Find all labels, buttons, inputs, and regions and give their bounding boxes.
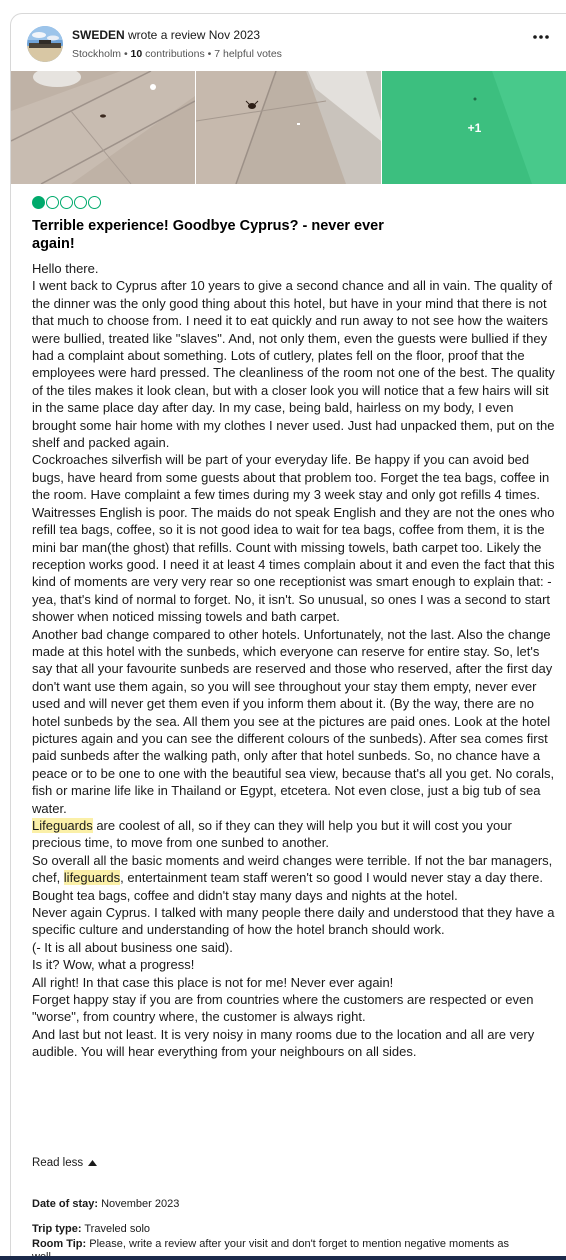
helpful-votes: 7 helpful votes <box>214 48 282 60</box>
photo-gallery <box>11 71 566 184</box>
review-title[interactable]: Terrible experience! Goodbye Cyprus? - never ever again! <box>32 218 384 252</box>
review-paragraph: (- It is all about business one said). <box>32 939 233 955</box>
review-paragraph: All right! In that case this place is not for me! Never ever again! <box>32 974 394 990</box>
rating-bubble-empty <box>46 196 59 209</box>
search-highlight: Lifeguards <box>32 818 93 833</box>
rating-bubble-empty <box>60 196 73 209</box>
rating-bubble-filled <box>32 196 45 209</box>
more-options-button[interactable] <box>528 24 554 50</box>
review-paragraph: Lifeguards are coolest of all, so if they can they will help you but it will cost you your precious time, to move from one sunbed to another. <box>32 818 512 851</box>
avatar[interactable] <box>27 26 63 62</box>
trip-type: Trip type: Traveled solo <box>32 1223 150 1235</box>
read-less-button[interactable] <box>32 1157 97 1169</box>
more-photos-count[interactable]: +1 <box>467 120 482 135</box>
reviewer-location: Stockholm <box>72 48 122 60</box>
search-highlight: lifeguards <box>63 870 121 886</box>
review-action: wrote a review <box>128 28 206 42</box>
review-paragraph: Never again Cyprus. I talked with many people there daily and understood that they have a specific culture and understanding of how the hotel branch should work. <box>32 905 555 938</box>
review-paragraph: So overall all the basic moments and weird changes were terrible. If not the bar managers, chef, lifeguards, entertainment team staff weren't so good I would never stay a day there. Bought tea bags, coffee and didn't stay many days and nights at the hotel. <box>32 852 553 903</box>
review-paragraph: Hello there. <box>32 261 99 276</box>
review-text <box>32 260 560 1061</box>
review-paragraph: Cockroaches silverfish will be part of your everyday life. Be happy if you can avoid bed bugs, have heard from some guests about that problem too. Forget the tea bags, coffee in the room. Have complaint a few times during my 3 week stay and only got refills 4 times. Waitresses English is poor. The maids do not speak English and they are not the ones who refill tea bags, coffee, so it is not good idea to wait for tea bags, coffee from them, it is the mini bar man(the ghost) that refills. Count with missing towels, bath carpet too. Likely the reception works good. I need it at least 4 times complain about it and even the fact that this kind of moments are very very rear so one receptionist was smart enough to explain that: -yea, that's kind of normal to forget. No, it isn't. So unusual, so ones I was a second to start shower when noticed missing towels and bath carpet. <box>32 452 555 625</box>
read-less-label: Read less <box>32 1157 84 1169</box>
date-of-stay: Date of stay: November 2023 <box>32 1198 180 1210</box>
review-date: Nov 2023 <box>208 28 261 42</box>
review-header <box>72 28 260 42</box>
bottom-bar <box>0 1256 566 1260</box>
rating-bubble-empty <box>74 196 87 209</box>
review-paragraph: And last but not least. It is very noisy in many rooms due to the location and all are very audible. You will hear everything from your neighbours on all sides. <box>32 1026 535 1060</box>
more-options-icon <box>533 35 549 39</box>
contributions-count: 10 <box>130 48 143 60</box>
reviewer-stats: Stockholm • 10 contributions • 7 helpful votes <box>72 48 282 60</box>
review-photo-3[interactable] <box>382 71 566 184</box>
contributions-label: contributions <box>145 48 205 60</box>
reviewer-name[interactable]: SWEDEN <box>72 28 125 42</box>
room-tip: Room Tip: Please, write a review after your visit and don't forget to mention negative moments as <box>32 1238 509 1250</box>
rating-bubble-empty <box>88 196 101 209</box>
review-paragraph: I went back to Cyprus after 10 years to give a second chance and all in vain. The quality of the dinner was the only good thing about this hotel, but have in your mind that there is not that much to choose from. I need it to eat quickly and run away to not see how the waiters were bullied, treated like "slaves". And, not only them, even the guests were bullied if they had a complaint about something. Lots of cutlery, plates fell on the floor, proof that the employees were hard pressed. The cleanliness of the room not one of the best. The quality of the tiles makes it look clean, but with a closer look you will notice that a few hairs will sit in the same place day after day. In my case, being bald, hairless on my body, I even brought some hair home with my clothes I never used. Just had unpacked them, put on the shelf and packed again. <box>32 278 555 451</box>
review-paragraph: Another bad change compared to other hotels. Unfortunately, not the last. Also the change made at this hotel with the sunbeds, which everyone can reserve for entire stay. So, let's say that all your favourite sunbeds are reserved and those who reserved, after the first day don't want use them again, so you will see throughout your stay them empty, never ever used and will never get them even if you inform them about it. (By the way, there are no hotel sunbeds by the sea. All them you see at the pictures are paid ones. Look at the hotel pictures again and you can see the different colours of the sunbeds). After sea comes first paid sunbeds after the walking path, only after that hotel sunbeds. So, no chance have a peace or to be one to one with the beautiful sea view, because that's all you get. No corals, fish or marine life like in Thailand or Egypt, etcetera. Not even close, just a big tub of sea water. <box>32 626 555 816</box>
review-photo-2[interactable] <box>196 71 381 184</box>
review-paragraph: Forget happy stay if you are from countries where the customers are respected or even "worse", from country where, the customer is always right. <box>32 992 534 1025</box>
review-photo-1[interactable] <box>11 71 195 184</box>
bubble-rating <box>32 196 101 209</box>
chevron-up-icon <box>88 1160 97 1166</box>
review-card <box>10 13 566 1260</box>
review-paragraph: Is it? Wow, what a progress! <box>32 957 195 973</box>
